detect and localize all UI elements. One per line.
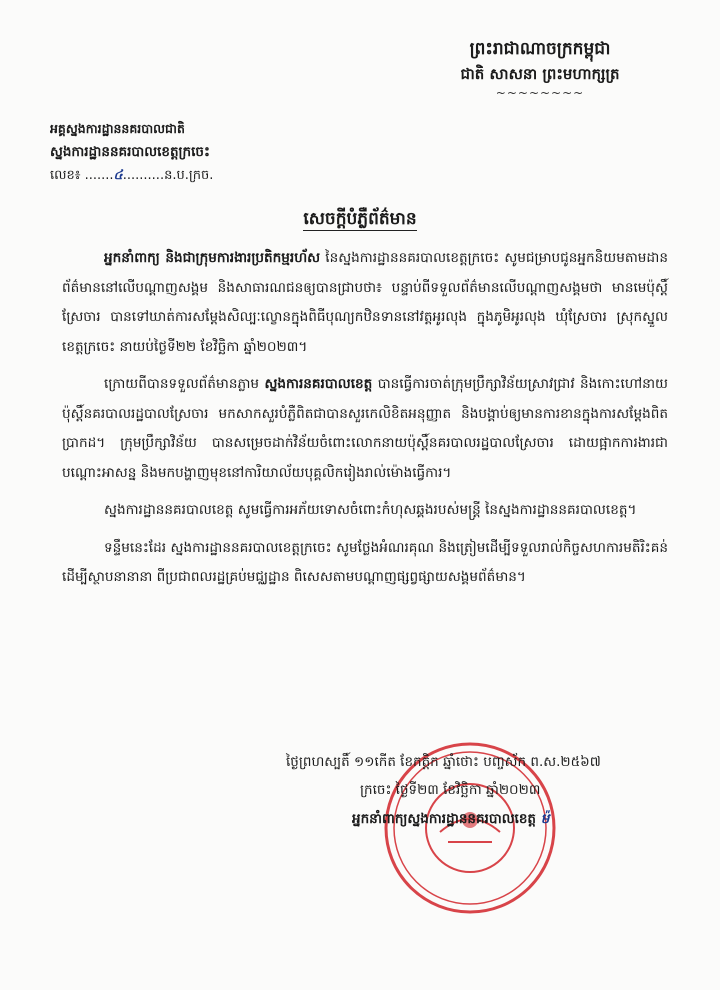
kingdom-header: [430, 36, 650, 100]
paragraph-1: [62, 244, 668, 362]
ornament-divider: ~~~~~~~~: [495, 86, 585, 100]
paragraph-1-text: នៃស្នងការដ្ឋាននគរបាលខេត្តក្រចេះ សូមជម្រាបជូនអ្នកនិយមតាមដានព័ត៌មាននៅលើបណ្តាញសង្គម និងសាធារណជនឲ្យបានជ្រាបថា៖ បន្ទាប់ពីទទួលព័ត៌មានលើបណ្តាញសង្គមថា មានមេប៉ុស្តិ៍ស្រែចារ បានទៅឃាត់ការសម្តែងសិល្បៈល្ខោនក្នុងពិធីបុណ្យកឋិនទាននៅវត្តអូរលុង ក្នុងភូមិអូរលុង ឃុំស្រែចារ ស្រុកស្នួល ខេត្តក្រចេះ នាយប់ថ្ងៃទី២២ ខែវិច្ឆិកា ឆ្នាំ២០២៣។: [62, 250, 669, 355]
paragraph-2-text: បានធ្វើការចាត់ក្រុមប្រឹក្សាវិន័យស្រាវជ្រាវ និងកោះហៅនាយប៉ុស្តិ៍នគរបាលរដ្ឋបាលស្រែចារ មកសាកសួរបំភ្លឺពិតជាបានសួរកេលិខិតអនុញ្ញាត និងបង្គាប់ឲ្យមានការខានក្នុងការសម្តែងពិតប្រាកដ។ ក្រុមប្រឹក្សាវិន័យ បានសម្រេចដាក់វិន័យចំពោះលោកនាយប៉ុស្តិ៍នគរបាលរដ្ឋបាលស្រែចារ ដោយផ្អាកការងារជាបណ្តោះអាសន្ន និងមកបង្ហាញមុខនៅការិយាល័យបុគ្គលិករៀងរាល់ម៉ោងធ្វើការ។: [62, 376, 669, 481]
handwritten-signature: ម៉: [540, 811, 550, 827]
signatory: [352, 806, 549, 832]
number-prefix: លេខ៖ .......: [50, 168, 114, 183]
paragraph-2: [62, 370, 668, 488]
document-title: សេចក្តីបំភ្លឺព័ត៌មាន: [303, 209, 417, 229]
paragraph-3: ស្នងការដ្ឋាននគរបាលខេត្ត សូមធ្វើការអភ័យទោសចំពោះកំហុសឆ្គងរបស់មន្ត្រី នៃស្នងការដ្ឋាននគរបាលខេត្ត។: [104, 502, 637, 518]
lunar-date: ថ្ងៃព្រហស្បតិ៍ ១១កើត ខែកត្តិក ឆ្នាំថោះ បញ្ចស័ក ព.ស.២៥៦៧: [286, 754, 601, 770]
document-body: [62, 244, 668, 601]
number-suffix: ..........ន.ប.ក្រច.: [122, 168, 214, 183]
paragraph-2-bold: ស្នងការនគរបាលខេត្ត: [264, 376, 373, 392]
handwritten-number: ៤: [113, 168, 123, 183]
signatory-label: អ្នកនាំពាក្យស្នងការដ្ឋាននគរបាលខេត្ត: [352, 811, 536, 827]
national-motto: ជាតិ សាសនា ព្រះមហាក្សត្រ: [460, 65, 620, 83]
paragraph-4: ទន្ទឹមនេះដែរ ស្នងការដ្ឋាននគរបាលខេត្តក្រចេះ សូមថ្លែងអំណរគុណ និងត្រៀមដើម្បីទទួលរាល់កិច្ចសហការមតិរិះគន់ដើម្បីស្ថាបនានានា ពីប្រជាពលរដ្ឋគ្រប់មជ្ឈដ្ឋាន ពិសេសតាមបណ្តាញផ្សព្វផ្សាយសង្គមព័ត៌មាន។: [62, 539, 668, 585]
agency-block: [50, 118, 310, 188]
agency-name: ស្នងការដ្ឋាននគរបាលខេត្តក្រចេះ: [50, 144, 210, 160]
paragraph-2-start: ក្រោយពីបានទទួលព័ត៌មានភ្លាម: [104, 376, 265, 392]
solar-date: ក្រចេះ ថ្ងៃទី២៣ ខែវិច្ឆិកា ឆ្នាំ២០២៣: [360, 782, 541, 798]
paragraph-1-bold: អ្នកនាំពាក្យ និងជាក្រុមការងារប្រតិកម្មរហ័ស: [104, 250, 321, 266]
agency-parent: អគ្គស្នងការដ្ឋាននគរបាលជាតិ: [50, 121, 185, 136]
kingdom-title: ព្រះរាជាណាចក្រកម្ពុជា: [469, 39, 611, 59]
document-number: [50, 164, 310, 188]
